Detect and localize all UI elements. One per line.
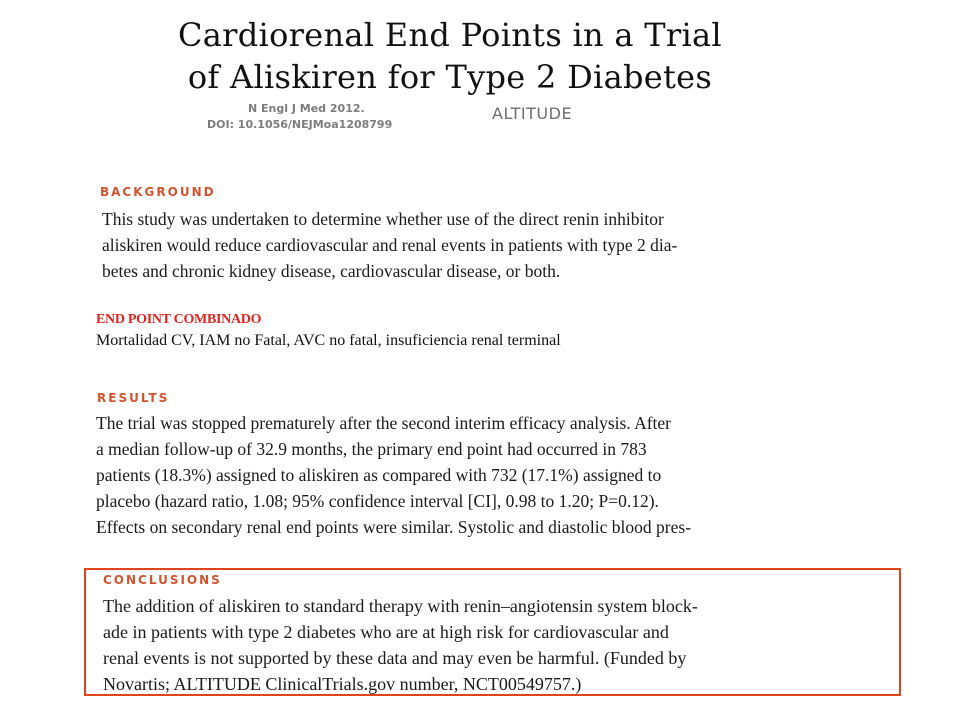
background-line: This study was undertaken to determine whether use of the direct renin inhibitor — [102, 209, 664, 229]
background-heading: BACKGROUND — [100, 185, 216, 199]
results-line: a median follow-up of 32.9 months, the primary end point had occurred in 783 — [96, 439, 647, 459]
results-paragraph — [96, 410, 813, 540]
results-line: placebo (hazard ratio, 1.08; 95% confidence interval [CI], 0.98 to 1.20; P=0.12). — [96, 491, 659, 511]
conclusions-line: The addition of aliskiren to standard therapy with renin–angiotensin system block- — [103, 596, 698, 616]
conclusions-heading: CONCLUSIONS — [103, 573, 222, 587]
results-line: patients (18.3%) assigned to aliskiren as compared with 732 (17.1%) assigned to — [96, 465, 662, 485]
conclusions-line: Novartis; ALTITUDE ClinicalTrials.gov number, NCT00549757.) — [103, 674, 582, 694]
conclusions-line: ade in patients with type 2 diabetes who are at high risk for cardiovascular and — [103, 622, 669, 642]
background-line: aliskiren would reduce cardiovascular and renal events in patients with type 2 dia- — [102, 235, 678, 255]
doi-citation: DOI: 10.1056/NEJMoa1208799 — [207, 118, 393, 131]
background-line: betes and chronic kidney disease, cardiovascular disease, or both. — [102, 261, 561, 281]
journal-citation: N Engl J Med 2012. — [248, 102, 365, 115]
results-heading: RESULTS — [97, 391, 170, 405]
background-paragraph — [102, 206, 820, 284]
title-line-1: Cardiorenal End Points in a Trial — [178, 16, 722, 54]
trial-name: ALTITUDE — [492, 104, 573, 123]
endpoint-text: Mortalidad CV, IAM no Fatal, AVC no fatal, insuficiencia renal terminal — [96, 332, 561, 349]
results-line: The trial was stopped prematurely after the second interim efficacy analysis. After — [96, 413, 672, 433]
endpoint-heading: END POINT COMBINADO — [96, 312, 262, 327]
title-line-2: of Aliskiren for Type 2 Diabetes — [187, 58, 713, 96]
conclusions-paragraph — [103, 593, 893, 697]
results-line: Effects on secondary renal end points were similar. Systolic and diastolic blood pres- — [96, 517, 692, 537]
conclusions-line: renal events is not supported by these data and may even be harmful. (Funded by — [103, 648, 687, 668]
